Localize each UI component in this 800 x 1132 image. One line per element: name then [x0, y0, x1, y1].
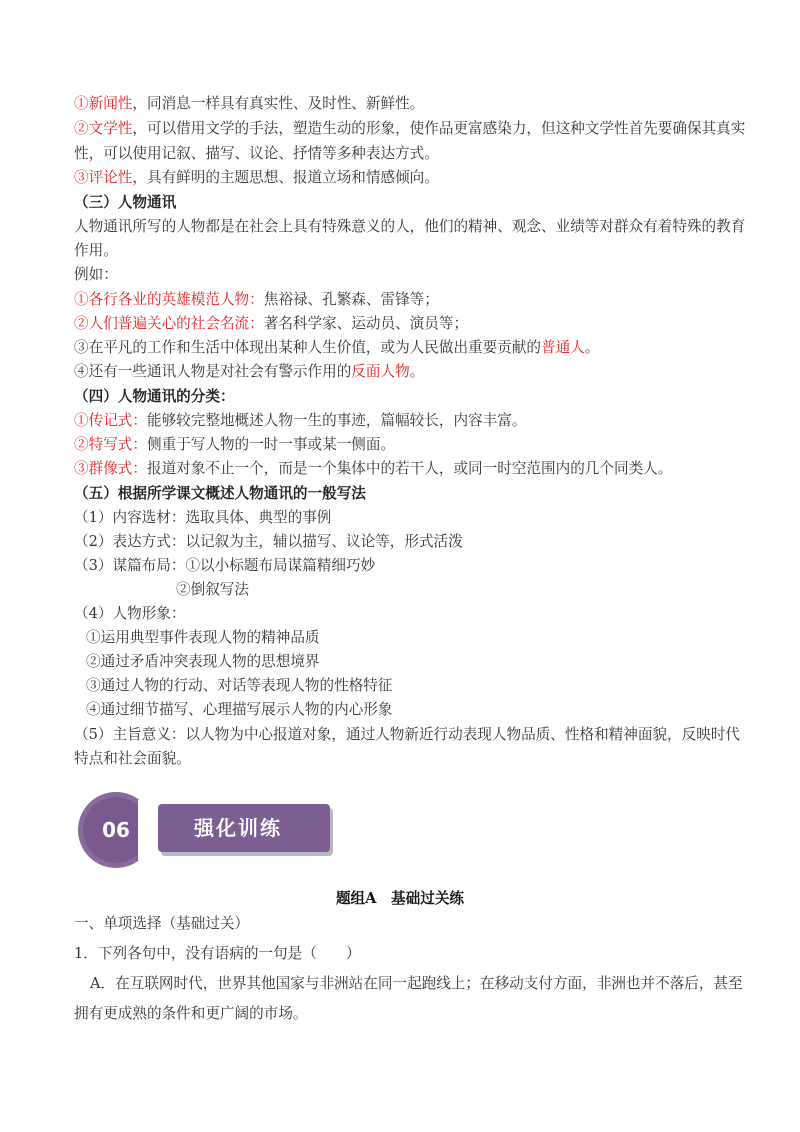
text-line: ①运用典型事件表现人物的精神品质 [86, 629, 320, 646]
text-line: （3）谋篇布局：①以小标题布局谋篇精细巧妙 [74, 557, 376, 574]
term-commentary: ③评论性 [74, 169, 133, 186]
text-line: ②通过矛盾冲突表现人物的思想境界 [86, 653, 320, 670]
text-line [74, 119, 745, 139]
text-line: 人物通讯所写的人物都是在社会上具有特殊意义的人，他们的精神、观念、业绩等对群众有着特殊的教育 [74, 218, 746, 235]
text-span: 报道对象不止一个，而是一个集体中的若干人，或同一时空范围内的几个同类人。 [146, 460, 673, 477]
red-label: ①各行各业的英雄模范人物： [74, 291, 264, 308]
text-span: ③在平凡的工作和生活中体现出某种人生价值，或为人民做出重要贡献的 [74, 339, 542, 356]
section-banner [78, 792, 338, 872]
text-line [74, 94, 424, 114]
red-label: ①传记式： [74, 412, 147, 429]
term-news: ①新闻性 [74, 95, 133, 112]
red-label: ②特写式： [74, 436, 147, 453]
text-line: ②倒叙写法 [176, 581, 249, 598]
text-span: 能够较完整地概述人物一生的事迹，篇幅较长，内容丰富。 [146, 412, 527, 429]
text-line: 特点和社会面貌。 [74, 750, 191, 767]
text-line: ④通过细节描写、心理描写展示人物的内心形象 [86, 701, 393, 718]
text-line: （5）主旨意义：以人物为中心报道对象，通过人物新近行动表现人物品质、性格和精神面貌，反映时代 [74, 726, 741, 743]
text-line [74, 338, 599, 358]
text-line [74, 411, 526, 431]
red-label: ②人们普遍关心的社会名流： [74, 315, 264, 332]
text-span: 。 [409, 363, 425, 380]
text-line: 例如： [74, 266, 118, 283]
text-line [74, 459, 672, 479]
section-heading: （三）人物通讯 [74, 194, 177, 211]
text-line: （2）表达方式：以记叙为主，辅以描写、议论等，形式活泼 [74, 533, 463, 550]
exercise-section: 一、单项选择（基础过关） [74, 915, 250, 932]
text-line: （1）内容选材：选取具体、典型的事例 [74, 509, 332, 526]
banner-title-bar [158, 804, 330, 852]
question-1: 1．下列各句中，没有语病的一句是（ ） [74, 945, 361, 962]
term-literary: ②文学性 [74, 120, 133, 137]
text-line [74, 290, 439, 310]
text-line: 性，可以使用记叙、描写、议论、抒情等多种表达方式。 [74, 145, 439, 162]
banner-divider [138, 800, 160, 860]
banner-number: 06 [83, 797, 149, 863]
text-line: （4）人物形象： [74, 605, 186, 622]
text-line: ③通过人物的行动、对话等表现人物的性格特征 [86, 677, 393, 694]
red-label: ③群像式： [74, 460, 147, 477]
question-1-option-a: A．在互联网时代，世界其他国家与非洲站在同一起跑线上；在移动支付方面，非洲也并不落后，甚至 [90, 975, 743, 992]
red-label: 反面人物 [351, 363, 410, 380]
text-span: ，可以借用文学的手法，塑造生动的形象，使作品更富感染力，但这种文学性首先要确保其真实 [132, 120, 746, 137]
section-heading: （四）人物通讯的分类： [74, 388, 235, 405]
exercise-group-title: 题组A 基础过关练 [335, 890, 465, 907]
text-span: 侧重于写人物的一时一事或某一侧面。 [146, 436, 396, 453]
section-heading: （五）根据所学课文概述人物通讯的一般写法 [74, 485, 366, 502]
text-span: ，同消息一样具有真实性、及时性、新鲜性。 [132, 95, 425, 112]
text-line [74, 435, 395, 455]
banner-title: 强化训练 [194, 816, 282, 840]
text-span: 著名科学家、运动员、演员等； [263, 315, 469, 332]
text-span: ④还有一些通讯人物是对社会有警示作用的 [74, 363, 352, 380]
text-line [74, 168, 439, 188]
text-span: 。 [584, 339, 600, 356]
text-line [74, 362, 424, 382]
text-span: 焦裕禄、孔繁森、雷锋等； [263, 291, 439, 308]
text-line: 作用。 [74, 242, 118, 259]
question-1-option-a-cont: 拥有更成熟的条件和更广阔的市场。 [74, 1005, 308, 1022]
text-span: ，具有鲜明的主题思想、报道立场和情感倾向。 [132, 169, 439, 186]
text-line [74, 314, 468, 334]
red-label: 普通人 [541, 339, 585, 356]
